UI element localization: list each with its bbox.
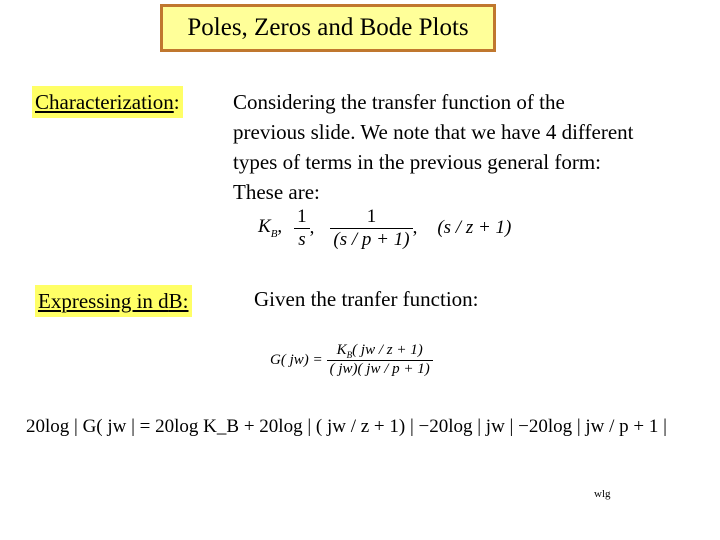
transfer-function-fraction: $\frac{K_B( jw / z + 1)}{( jw)( jw / p + 1)}$ <box>327 342 433 378</box>
term-pole: $\frac{1}{(s / p + 1)}$ <box>330 206 412 251</box>
term-integrator: $\frac{1}{s}$ <box>294 206 310 251</box>
slide-title-box <box>160 4 496 52</box>
expressing-label <box>35 285 192 317</box>
transfer-function-lhs: G( jw) = <box>270 351 323 368</box>
characterization-label-suffix: : <box>173 90 180 114</box>
characterization-label <box>32 86 183 118</box>
expressing-label-text: Expressing in d <box>38 289 169 313</box>
author-credit: wlg <box>594 488 611 500</box>
slide-title: Poles, Zeros and Bode Plots <box>187 14 469 41</box>
text-line: These are: <box>233 180 320 204</box>
expressing-label-suffix: B: <box>168 289 189 313</box>
characterization-label-text: Characterization <box>35 90 174 114</box>
term-gain: $K_B$, <box>258 216 283 240</box>
given-text: Given the tranfer function: <box>254 287 479 311</box>
text-line: previous slide. We note that we have 4 different <box>233 120 634 144</box>
bode-equation: 20log | G( jw | = 20log K_B + 20log | ( jw / z + 1) | −20log | jw | −20log | jw / p + 1 | <box>26 416 667 437</box>
characterization-text <box>233 87 634 207</box>
text-line: types of terms in the previous general form: <box>233 150 601 174</box>
transfer-function <box>270 336 433 384</box>
term-list: $K_B$, $\frac{1}{s}$ , $\frac{1}{(s / p + 1)}$ , (s / z + 1) <box>258 205 512 250</box>
term-zero: (s / z + 1) <box>437 217 512 238</box>
text-line: Considering the transfer function of the <box>233 90 565 114</box>
